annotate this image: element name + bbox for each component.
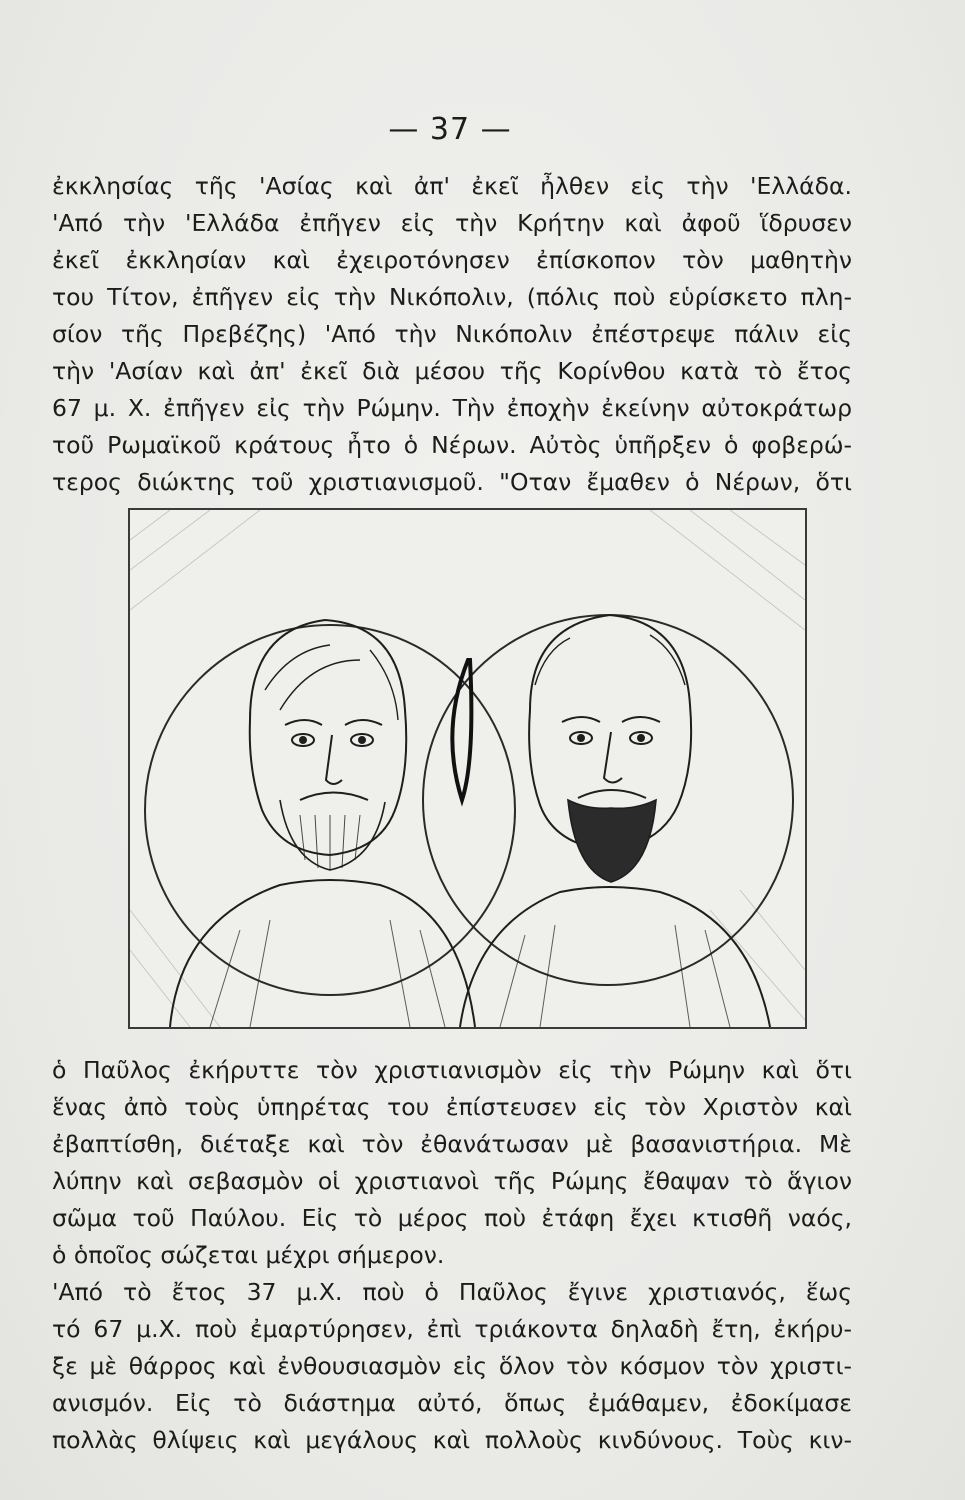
text-line: του Τίτον, ἐπῆγεν εἰς τὴν Νικόπολιν, (πόλις ποὺ εὑρίσκετο πλη- (52, 283, 852, 311)
text-line: ανισμόν. Εἰς τὸ διάστημα αὐτό, ὅπως ἐμάθαμεν, ἐδοκίμασε (52, 1389, 852, 1417)
text-line: τοῦ Ρωμαϊκοῦ κράτους ἦτο ὁ Νέρων. Αὐτὸς ὑπῆρξεν ὁ φοβερώ- (52, 431, 852, 459)
text-line: ὁ ὁποῖος σώζεται μέχρι σήμερον. (52, 1241, 445, 1269)
text-line: σίον τῆς Πρεβέζης) 'Από τὴν Νικόπολιν ἐπέστρεψε πάλιν εἰς (52, 320, 852, 348)
text-line: 'Από τὸ ἔτος 37 μ.Χ. ποὺ ὁ Παῦλος ἔγινε χριστιανός, ἕως (52, 1278, 852, 1306)
text-line: ἐκεῖ ἐκκλησίαν καὶ ἐχειροτόνησεν ἐπίσκοπον τὸν μαθητὴν (52, 246, 852, 274)
left-saint-figure (170, 620, 475, 1027)
text-line: ἕνας ἀπὸ τοὺς ὑπηρέτας του ἐπίστευσεν εἰς τὸν Χριστὸν καὶ (52, 1093, 852, 1121)
right-saint-figure (460, 615, 770, 1027)
text-line: τὴν 'Ασίαν καὶ ἀπ' ἐκεῖ διὰ μέσου τῆς Κορίνθου κατὰ τὸ ἔτος (52, 357, 852, 385)
text-line: λύπην καὶ σεβασμὸν οἱ χριστιανοὶ τῆς Ρώμης ἔθαψαν τὸ ἅγιον (52, 1167, 852, 1195)
text-line: ὁ Παῦλος ἐκήρυττε τὸν χριστιανισμὸν εἰς τὴν Ρώμην καὶ ὅτι (52, 1056, 852, 1084)
text-line: σῶμα τοῦ Παύλου. Εἰς τὸ μέρος ποὺ ἐτάφη ἔχει κτισθῆ ναός, (52, 1204, 852, 1232)
halo-overlap-mark (452, 660, 471, 800)
right-halo (423, 615, 793, 985)
text-line: πολλὰς θλίψεις καὶ μεγάλους καὶ πολλοὺς κινδύνους. Τοὺς κιν- (52, 1426, 852, 1454)
text-line: ξε μὲ θάρρος καὶ ἐνθουσιασμὸν εἰς ὅλον τὸν κόσμον τὸν χριστι- (52, 1352, 852, 1380)
illustration-saints (128, 508, 807, 1029)
paragraph-top (52, 168, 852, 501)
text-line: τερος διώκτης τοῦ χριστιανισμοῦ. "Οταν ἔμαθεν ὁ Νέρων, ὅτι (52, 468, 852, 496)
text-line: 67 μ. Χ. ἐπῆγεν εἰς τὴν Ρώμην. Τὴν ἐποχὴν ἐκείνην αὐτοκράτωρ (52, 394, 852, 422)
paragraph-bottom (52, 1052, 852, 1459)
text-line: 'Από τὴν 'Ελλάδα ἐπῆγεν εἰς τὴν Κρήτην καὶ ἀφοῦ ἵδρυσεν (52, 209, 852, 237)
page-number: — 37 — (388, 112, 512, 147)
saints-drawing (130, 510, 805, 1027)
text-line: ἐκκλησίας τῆς 'Ασίας καὶ ἀπ' ἐκεῖ ἦλθεν εἰς τὴν 'Ελλάδα. (52, 172, 852, 200)
text-line: τό 67 μ.Χ. ποὺ ἐμαρτύρησεν, ἐπὶ τριάκοντα δηλαδὴ ἔτη, ἐκήρυ- (52, 1315, 852, 1343)
text-line: ἐβαπτίσθη, διέταξε καὶ τὸν ἐθανάτωσαν μὲ βασανιστήρια. Μὲ (52, 1130, 852, 1158)
